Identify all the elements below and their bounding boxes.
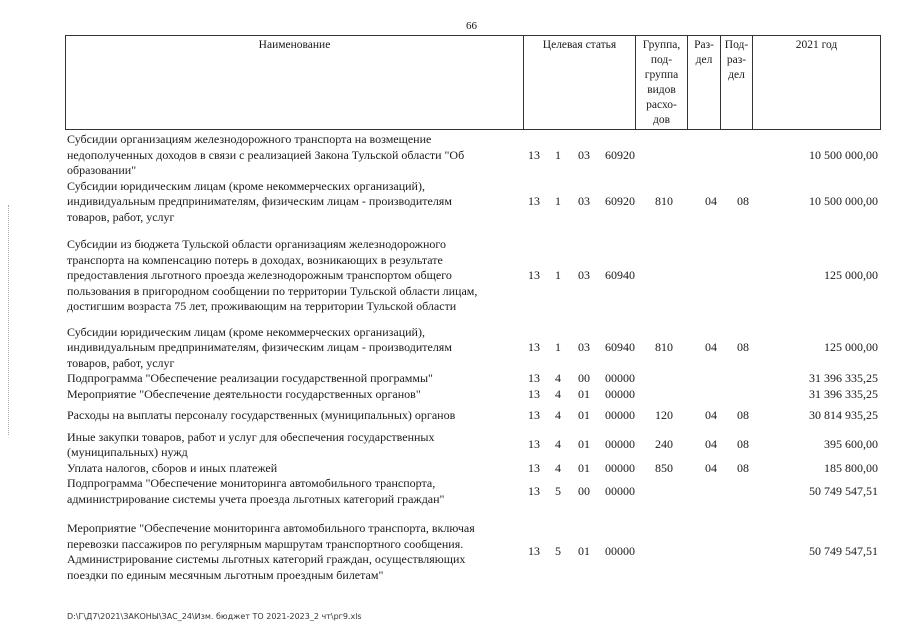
code-direction: 60920 <box>605 194 635 208</box>
code-expense-group: 120 <box>655 408 673 422</box>
table-row <box>65 476 880 507</box>
row-name-line: Субсидии юридическим лицам (кроме некоммерческих организаций), <box>67 324 425 339</box>
code-direction: 00000 <box>605 544 635 559</box>
row-name-line: пользования в пригородном сообщении по территории Тульской области лицам, <box>67 283 478 298</box>
table-row <box>65 430 880 461</box>
table-row <box>65 237 880 315</box>
code-event: 01 <box>578 408 590 422</box>
row-name-line: Подпрограмма "Обеспечение мониторинга автомобильного транспорта, <box>67 476 436 490</box>
row-name-line: индивидуальным предпринимателям, физическим лицам - производителям <box>67 194 452 208</box>
code-subprogram: 4 <box>555 460 561 475</box>
code-direction: 00000 <box>605 483 635 498</box>
amount-2021: 31 396 335,25 <box>809 371 878 385</box>
code-event: 03 <box>578 194 590 208</box>
code-event: 01 <box>578 460 590 475</box>
row-name-line: Субсидии юридическим лицам (кроме некоммерческих организаций), <box>67 178 425 193</box>
code-subprogram: 5 <box>555 544 561 559</box>
code-program: 13 <box>528 371 540 385</box>
code-subsection: 08 <box>737 408 749 422</box>
row-name-line: недополученных доходов в связи с реализацией Закона Тульской области "Об <box>67 147 465 162</box>
code-event: 03 <box>578 340 590 354</box>
row-name-line: Администрирование системы льготных категорий граждан, осуществляющих <box>67 552 466 566</box>
code-subsection: 08 <box>737 460 749 475</box>
code-expense-group: 810 <box>655 194 673 208</box>
code-direction: 00000 <box>605 460 635 475</box>
amount-2021: 395 600,00 <box>824 437 878 452</box>
code-event: 01 <box>578 544 590 559</box>
table-row <box>65 371 880 387</box>
row-name-line: Расходы на выплаты персоналу государственных (муниципальных) органов <box>67 408 456 422</box>
row-name-line: Иные закупки товаров, работ и услуг для обеспечения государственных <box>67 429 435 444</box>
row-name-line: Субсидии из бюджета Тульской области организациям железнодорожного <box>67 237 446 251</box>
code-section: 04 <box>705 408 717 422</box>
table-row <box>65 521 880 583</box>
table-row <box>65 461 880 477</box>
table-row <box>65 408 880 424</box>
amount-2021: 50 749 547,51 <box>809 483 878 498</box>
code-direction: 00000 <box>605 386 635 401</box>
header-name: Наименование <box>66 36 524 130</box>
code-program: 13 <box>528 544 540 559</box>
code-section: 04 <box>705 437 717 452</box>
code-subsection: 08 <box>737 340 749 354</box>
code-direction: 00000 <box>605 408 635 422</box>
code-subprogram: 1 <box>555 340 561 354</box>
code-subprogram: 1 <box>555 268 561 282</box>
code-expense-group: 810 <box>655 340 673 354</box>
page-number: 66 <box>466 20 477 32</box>
code-section: 04 <box>705 194 717 208</box>
header-target-article: Целевая статья <box>524 36 636 130</box>
code-section: 04 <box>705 460 717 475</box>
row-name-line: перевозки пассажиров по регулярным маршрутам транспортного сообщения. <box>67 536 464 551</box>
row-name-line: (муниципальных) нужд <box>67 445 188 459</box>
amount-2021: 50 749 547,51 <box>809 544 878 559</box>
row-name-line: индивидуальным предпринимателям, физическим лицам - производителям <box>67 340 452 354</box>
code-subprogram: 4 <box>555 371 561 385</box>
code-program: 13 <box>528 147 540 162</box>
table-row <box>65 132 880 179</box>
header-subsection: Под- раз- дел <box>721 36 753 130</box>
row-name-line: предоставления льготного проезда железнодорожным транспортом общего <box>67 268 452 282</box>
code-expense-group: 850 <box>655 460 673 475</box>
code-subprogram: 4 <box>555 437 561 452</box>
code-expense-group: 240 <box>655 437 673 452</box>
row-name-line: товаров, работ, услуг <box>67 355 175 370</box>
code-subprogram: 1 <box>555 147 561 162</box>
budget-rows <box>65 132 880 583</box>
code-program: 13 <box>528 437 540 452</box>
row-name-line: поездки по единым месячным льготным проездным билетам" <box>67 567 384 582</box>
code-subprogram: 1 <box>555 194 561 208</box>
code-subprogram: 5 <box>555 483 561 498</box>
row-name-line: Субсидии организациям железнодорожного транспорта на возмещение <box>67 132 432 146</box>
table-row <box>65 325 880 372</box>
code-program: 13 <box>528 386 540 401</box>
amount-2021: 125 000,00 <box>824 268 878 282</box>
row-name-line: образовании" <box>67 163 137 177</box>
code-direction: 00000 <box>605 437 635 452</box>
row-name-line: достигшим возраста 75 лет, проживающим на территории Тульской области <box>67 299 457 313</box>
code-event: 00 <box>578 371 590 385</box>
header-year: 2021 год <box>753 36 881 130</box>
amount-2021: 125 000,00 <box>824 340 878 354</box>
amount-2021: 30 814 935,25 <box>809 408 878 422</box>
header-section: Раз- дел <box>688 36 721 130</box>
code-subsection: 08 <box>737 437 749 452</box>
header-group: Группа, под- группа видов расхо- дов <box>636 36 688 130</box>
table-row <box>65 387 880 403</box>
table-header <box>65 35 881 130</box>
code-event: 03 <box>578 268 590 282</box>
amount-2021: 10 500 000,00 <box>809 147 878 162</box>
row-name-line: товаров, работ, услуг <box>67 209 175 224</box>
amount-2021: 31 396 335,25 <box>809 386 878 401</box>
code-direction: 00000 <box>605 371 635 385</box>
code-subprogram: 4 <box>555 386 561 401</box>
code-subprogram: 4 <box>555 408 561 422</box>
code-program: 13 <box>528 268 540 282</box>
code-direction: 60940 <box>605 340 635 354</box>
code-program: 13 <box>528 340 540 354</box>
row-name-line: транспорта на компенсацию потерь в доходах, возникающих в результате <box>67 252 443 267</box>
margin-dotted-line <box>8 205 11 435</box>
row-name-line: администрирование системы учета проезда льготных категорий граждан" <box>67 491 445 506</box>
amount-2021: 10 500 000,00 <box>809 194 878 208</box>
row-name-line: Мероприятие "Обеспечение деятельности государственных органов" <box>67 386 421 401</box>
code-direction: 60920 <box>605 147 635 162</box>
code-program: 13 <box>528 408 540 422</box>
code-program: 13 <box>528 194 540 208</box>
code-event: 00 <box>578 483 590 498</box>
footer-file-path: D:\Г\Д7\2021\ЗАКОНЫ\ЗАС_24\Изм. бюджет ТО 2021-2023_2 чт\рг9.xls <box>67 612 362 621</box>
code-program: 13 <box>528 483 540 498</box>
row-name-line: Уплата налогов, сборов и иных платежей <box>67 460 278 475</box>
code-event: 01 <box>578 386 590 401</box>
table-row <box>65 179 880 226</box>
amount-2021: 185 800,00 <box>824 460 878 475</box>
row-name-line: Мероприятие "Обеспечение мониторинга автомобильного транспорта, включая <box>67 521 475 535</box>
code-direction: 60940 <box>605 268 635 282</box>
row-name-line: Подпрограмма "Обеспечение реализации государственной программы" <box>67 371 433 385</box>
code-subsection: 08 <box>737 194 749 208</box>
code-event: 01 <box>578 437 590 452</box>
code-program: 13 <box>528 460 540 475</box>
code-section: 04 <box>705 340 717 354</box>
code-event: 03 <box>578 147 590 162</box>
